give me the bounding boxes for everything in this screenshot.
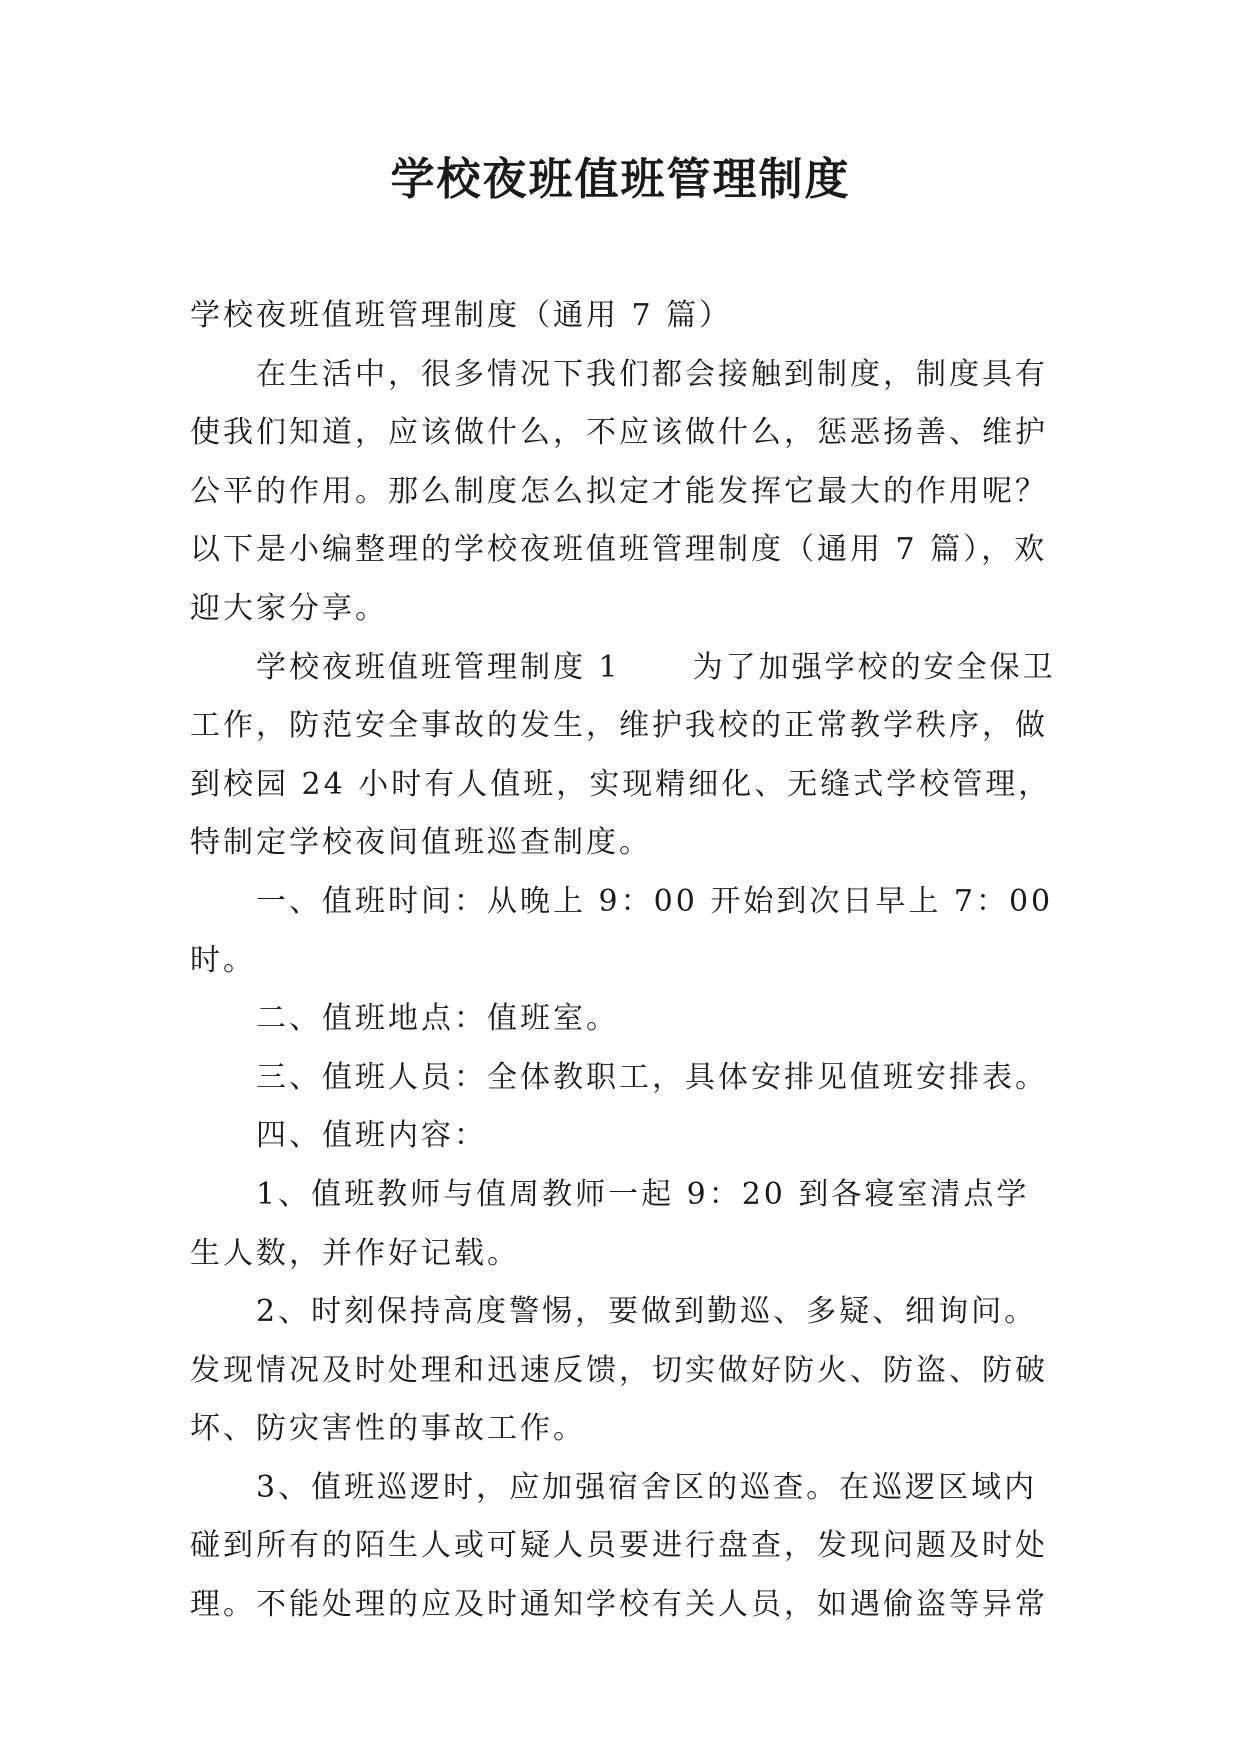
item-content-1: 1、值班教师与值周教师一起 9：20 到各寝室清点学生人数，并作好记载。	[190, 1176, 1030, 1271]
item-duty-staff: 三、值班人员：全体教职工，具体安排见值班安排表。	[256, 1059, 1048, 1095]
item-duty-content: 四、值班内容：	[256, 1118, 487, 1154]
document-subtitle: 学校夜班值班管理制度（通用 7 篇）	[190, 298, 733, 333]
section-1-text: 为了加强学校的安全保卫工作，防范安全事故的发生，维护我校的正常教学秩序，做到校园 24 小时有人值班，实现精细化、无缝式学校管理，特制定学校夜间值班巡查制度。	[190, 649, 1056, 861]
item-content-2: 2、时刻保持高度警惕，要做到勤巡、多疑、细询问。发现情况及时处理和迅速反馈，切实做好防火、防盗、防破坏、防灾害性的事故工作。	[190, 1294, 1048, 1447]
document-title: 学校夜班值班管理制度	[390, 154, 851, 205]
item-content-3: 3、值班巡逻时，应加强宿舍区的巡查。在巡逻区域内碰到所有的陌生人或可疑人员要进行盘查，发现问题及时处理。不能处理的应及时通知学校有关人员，如遇偷盗等异常	[190, 1469, 1048, 1623]
item-duty-location: 二、值班地点：值班室。	[256, 1001, 619, 1037]
section-1-paragraph	[190, 639, 1060, 873]
section-1-heading: 学校夜班值班管理制度 1	[256, 649, 621, 685]
intro-paragraph: 在生活中，很多情况下我们都会接触到制度，制度具有使我们知道，应该做什么，不应该做什么，惩恶扬善、维护公平的作用。那么制度怎么拟定才能发挥它最大的作用呢？以下是小编整理的学校夜班值班管理制度（通用 7 篇），欢迎大家分享。	[190, 356, 1048, 626]
item-duty-time: 一、值班时间：从晚上 9：00 开始到次日早上 7：00 时。	[190, 883, 1054, 978]
document-body	[190, 287, 1060, 1635]
